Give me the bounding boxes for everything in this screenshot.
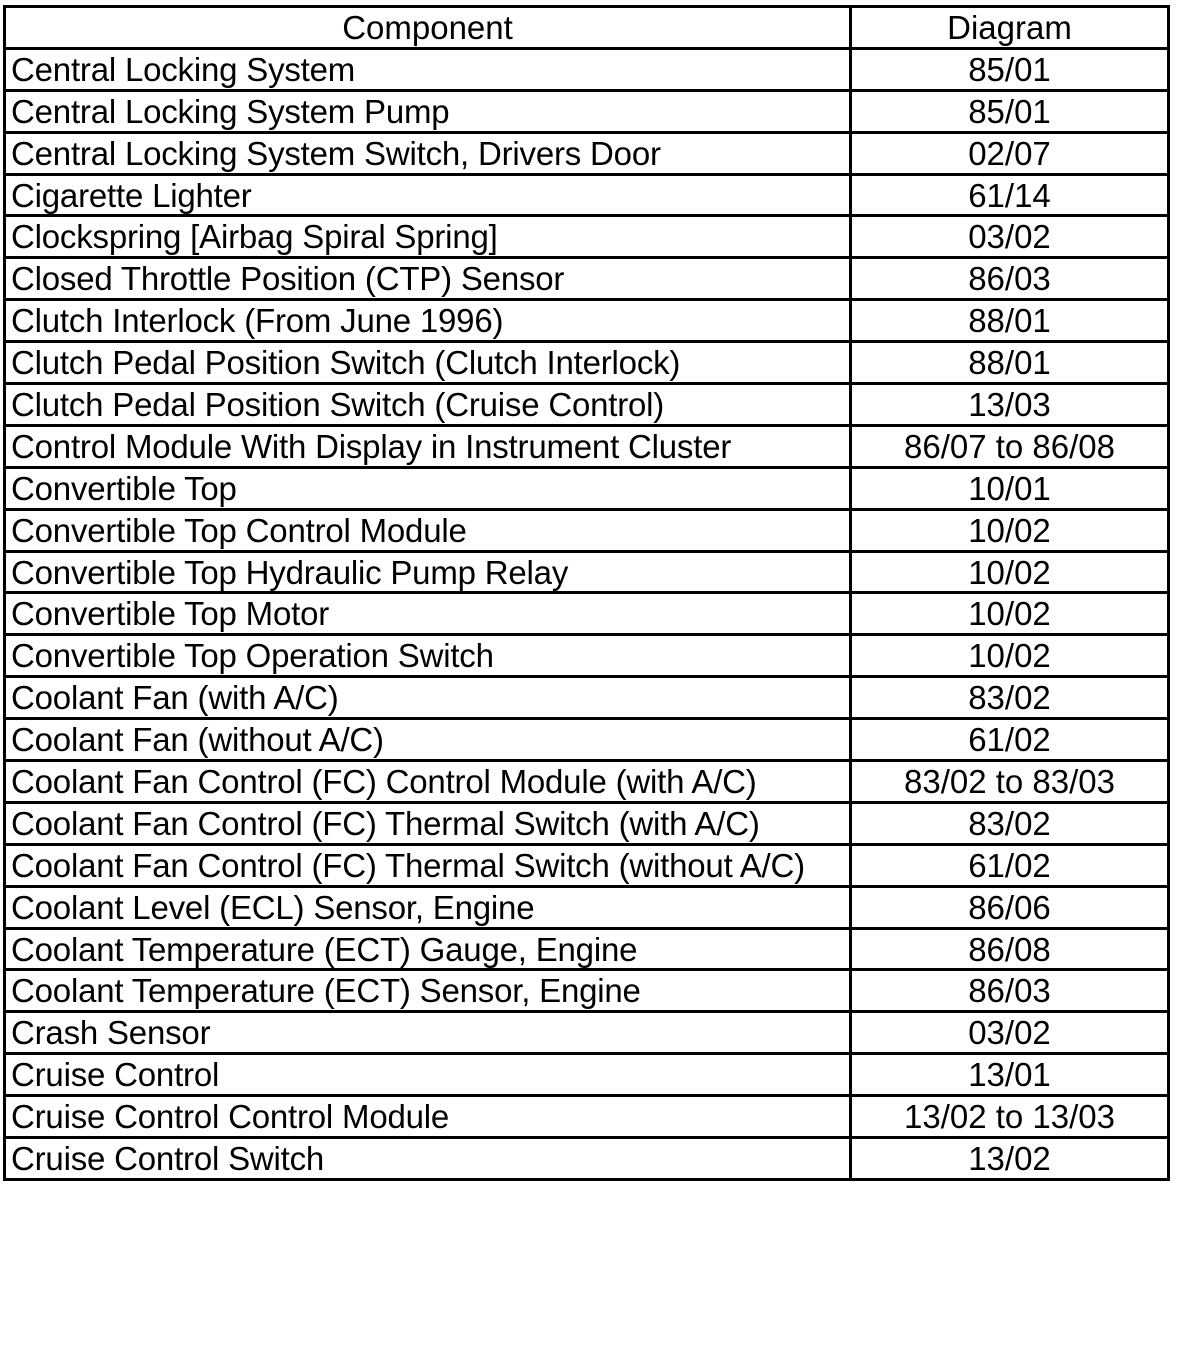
table-body bbox=[5, 48, 1169, 1179]
component-cell: Coolant Fan Control (FC) Thermal Switch (with A/C) bbox=[5, 802, 851, 844]
table-row bbox=[5, 1138, 1169, 1180]
table-row bbox=[5, 761, 1169, 803]
table-row bbox=[5, 467, 1169, 509]
table-row bbox=[5, 300, 1169, 342]
diagram-cell: 86/08 bbox=[851, 928, 1169, 970]
component-cell: Convertible Top bbox=[5, 467, 851, 509]
component-cell: Crash Sensor bbox=[5, 1012, 851, 1054]
table-header-row bbox=[5, 7, 1169, 49]
table-row bbox=[5, 802, 1169, 844]
component-cell: Coolant Fan Control (FC) Thermal Switch (without A/C) bbox=[5, 844, 851, 886]
component-cell: Cigarette Lighter bbox=[5, 174, 851, 216]
diagram-cell: 10/01 bbox=[851, 467, 1169, 509]
diagram-cell: 10/02 bbox=[851, 635, 1169, 677]
diagram-cell: 13/03 bbox=[851, 384, 1169, 426]
diagram-cell: 10/02 bbox=[851, 551, 1169, 593]
table-row bbox=[5, 48, 1169, 90]
component-cell: Convertible Top Operation Switch bbox=[5, 635, 851, 677]
component-cell: Central Locking System Pump bbox=[5, 90, 851, 132]
component-cell: Central Locking System Switch, Drivers Door bbox=[5, 132, 851, 174]
diagram-cell: 88/01 bbox=[851, 300, 1169, 342]
table-row bbox=[5, 844, 1169, 886]
component-diagram-table-wrapper bbox=[3, 5, 1167, 1181]
table-row bbox=[5, 677, 1169, 719]
diagram-cell: 10/02 bbox=[851, 509, 1169, 551]
diagram-cell: 03/02 bbox=[851, 1012, 1169, 1054]
diagram-cell: 83/02 to 83/03 bbox=[851, 761, 1169, 803]
column-header-diagram: Diagram bbox=[851, 7, 1169, 49]
table-row bbox=[5, 970, 1169, 1012]
component-cell: Central Locking System bbox=[5, 48, 851, 90]
table-row bbox=[5, 509, 1169, 551]
diagram-cell: 13/01 bbox=[851, 1054, 1169, 1096]
component-cell: Coolant Fan (without A/C) bbox=[5, 719, 851, 761]
table-row bbox=[5, 216, 1169, 258]
table-row bbox=[5, 384, 1169, 426]
diagram-cell: 86/03 bbox=[851, 970, 1169, 1012]
table-row bbox=[5, 174, 1169, 216]
diagram-cell: 83/02 bbox=[851, 677, 1169, 719]
table-row bbox=[5, 551, 1169, 593]
component-cell: Control Module With Display in Instrument Cluster bbox=[5, 425, 851, 467]
component-cell: Cruise Control Switch bbox=[5, 1138, 851, 1180]
diagram-cell: 86/03 bbox=[851, 258, 1169, 300]
component-cell: Coolant Fan Control (FC) Control Module (with A/C) bbox=[5, 761, 851, 803]
component-cell: Convertible Top Motor bbox=[5, 593, 851, 635]
table-row bbox=[5, 90, 1169, 132]
table-row bbox=[5, 928, 1169, 970]
diagram-cell: 61/02 bbox=[851, 844, 1169, 886]
component-cell: Coolant Temperature (ECT) Gauge, Engine bbox=[5, 928, 851, 970]
table-row bbox=[5, 635, 1169, 677]
diagram-cell: 10/02 bbox=[851, 593, 1169, 635]
diagram-cell: 03/02 bbox=[851, 216, 1169, 258]
component-cell: Clutch Pedal Position Switch (Cruise Control) bbox=[5, 384, 851, 426]
diagram-cell: 85/01 bbox=[851, 90, 1169, 132]
component-cell: Convertible Top Hydraulic Pump Relay bbox=[5, 551, 851, 593]
component-cell: Coolant Temperature (ECT) Sensor, Engine bbox=[5, 970, 851, 1012]
diagram-cell: 61/14 bbox=[851, 174, 1169, 216]
diagram-cell: 86/07 to 86/08 bbox=[851, 425, 1169, 467]
component-cell: Cruise Control Control Module bbox=[5, 1096, 851, 1138]
component-cell: Coolant Fan (with A/C) bbox=[5, 677, 851, 719]
table-row bbox=[5, 342, 1169, 384]
column-header-component: Component bbox=[5, 7, 851, 49]
table-row bbox=[5, 258, 1169, 300]
table-row bbox=[5, 132, 1169, 174]
table-row bbox=[5, 1054, 1169, 1096]
component-cell: Clockspring [Airbag Spiral Spring] bbox=[5, 216, 851, 258]
diagram-cell: 61/02 bbox=[851, 719, 1169, 761]
table-row bbox=[5, 593, 1169, 635]
table-row bbox=[5, 719, 1169, 761]
diagram-cell: 13/02 bbox=[851, 1138, 1169, 1180]
diagram-cell: 85/01 bbox=[851, 48, 1169, 90]
component-cell: Closed Throttle Position (CTP) Sensor bbox=[5, 258, 851, 300]
diagram-cell: 83/02 bbox=[851, 802, 1169, 844]
component-cell: Clutch Pedal Position Switch (Clutch Interlock) bbox=[5, 342, 851, 384]
component-cell: Cruise Control bbox=[5, 1054, 851, 1096]
diagram-cell: 88/01 bbox=[851, 342, 1169, 384]
table-row bbox=[5, 1096, 1169, 1138]
component-cell: Coolant Level (ECL) Sensor, Engine bbox=[5, 886, 851, 928]
diagram-cell: 02/07 bbox=[851, 132, 1169, 174]
diagram-cell: 13/02 to 13/03 bbox=[851, 1096, 1169, 1138]
component-cell: Convertible Top Control Module bbox=[5, 509, 851, 551]
component-diagram-table bbox=[3, 5, 1170, 1181]
table-row bbox=[5, 425, 1169, 467]
table-row bbox=[5, 886, 1169, 928]
component-cell: Clutch Interlock (From June 1996) bbox=[5, 300, 851, 342]
diagram-cell: 86/06 bbox=[851, 886, 1169, 928]
table-row bbox=[5, 1012, 1169, 1054]
